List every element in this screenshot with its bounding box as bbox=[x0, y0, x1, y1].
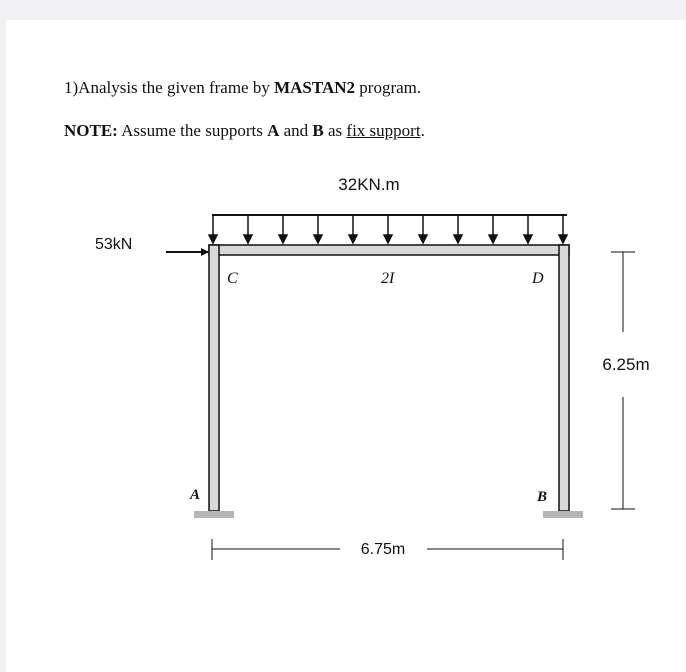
beam-cd bbox=[209, 245, 569, 255]
distributed-load bbox=[209, 215, 567, 243]
load-arrow-head bbox=[349, 235, 357, 243]
span-label: 6.75m bbox=[360, 541, 406, 558]
question-text-prefix: Analysis the given frame by bbox=[78, 78, 275, 97]
question-number: 1) bbox=[64, 78, 79, 97]
load-arrow-head bbox=[524, 235, 532, 243]
note-and: and bbox=[279, 121, 313, 140]
support-a-base bbox=[194, 511, 234, 518]
note-as: as bbox=[323, 121, 347, 140]
note-fix-support: fix support bbox=[346, 121, 421, 140]
point-load-label: 53kN bbox=[95, 236, 133, 253]
height-label: 6.25m bbox=[602, 355, 650, 374]
joint-d-label: D bbox=[532, 270, 544, 287]
load-arrow-head bbox=[209, 235, 217, 243]
support-b-base bbox=[543, 511, 583, 518]
beam-moment-label: 2I bbox=[381, 270, 395, 287]
load-arrow-head bbox=[384, 235, 392, 243]
load-arrow-head bbox=[244, 235, 252, 243]
program-name: MASTAN2 bbox=[274, 78, 356, 97]
joint-c-fill bbox=[210, 246, 218, 256]
distributed-load-label: 32KN.m bbox=[338, 175, 400, 194]
note-support-b: B bbox=[312, 121, 324, 140]
load-arrow-head bbox=[279, 235, 287, 243]
height-dimension bbox=[611, 252, 635, 509]
joint-d-fill bbox=[560, 246, 568, 256]
joint-c-label: C bbox=[227, 270, 238, 287]
load-arrow-head bbox=[489, 235, 497, 243]
note-end: . bbox=[420, 121, 425, 140]
load-arrow-head bbox=[314, 235, 322, 243]
support-b-label: B bbox=[537, 489, 548, 505]
support-a-label: A bbox=[190, 487, 201, 503]
note-text: Assume the supports bbox=[117, 121, 268, 140]
load-arrow-head bbox=[454, 235, 462, 243]
question-text-suffix: program. bbox=[355, 78, 422, 97]
note-label: NOTE: bbox=[64, 121, 118, 140]
column-bd bbox=[559, 245, 569, 511]
load-arrow-head bbox=[559, 235, 567, 243]
note-support-a: A bbox=[267, 121, 280, 140]
load-arrow-head bbox=[419, 235, 427, 243]
column-ac bbox=[209, 245, 219, 511]
